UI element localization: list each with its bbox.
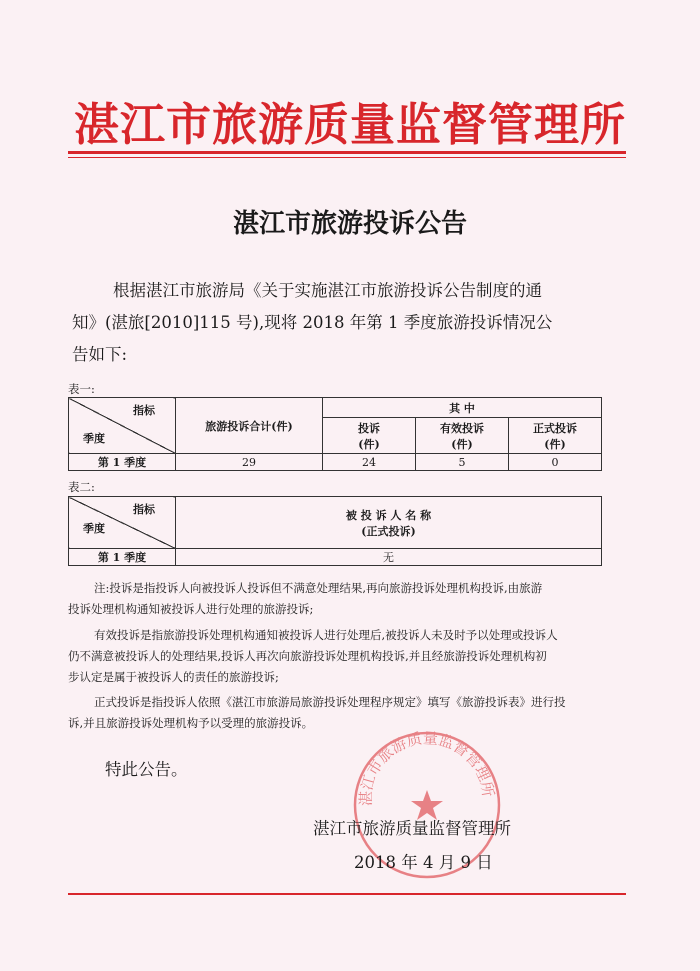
- table2-diag-bottom: 季度: [83, 522, 105, 535]
- letterhead-title: 湛江市旅游质量监督管理所: [73, 98, 626, 151]
- table1-row-complaints: 24: [323, 454, 416, 471]
- table1-row-formal: 0: [509, 454, 602, 471]
- notice-title: 湛江市旅游投诉公告: [232, 209, 467, 239]
- table1-row-valid: 5: [416, 454, 509, 471]
- table1-diagonal-header: [69, 398, 176, 454]
- table1-label: 表一:: [68, 382, 95, 396]
- note-2-line-1: 有效投诉是指旅游投诉处理机构通知被投诉人进行处理后,被投诉人未及时予以处理或投诉人: [94, 628, 558, 642]
- footer-rule: [68, 893, 626, 895]
- formal-complaint-table: [68, 496, 602, 566]
- table1-sub-valid: 有效投诉 (件): [416, 418, 509, 454]
- note-2-line-2: 仍不满意被投诉人的处理结果,投诉人再次向旅游投诉处理机构投诉,并且经旅游投诉处理机构初: [68, 649, 547, 663]
- table2-row-value: 无: [176, 549, 602, 566]
- note-2-line-3: 步认定是属于被投诉人的责任的旅游投诉;: [68, 670, 279, 684]
- table2-label: 表二:: [68, 480, 95, 494]
- closing-text: 特此公告。: [105, 760, 188, 779]
- intro-line-1: 根据湛江市旅游局《关于实施湛江市旅游投诉公告制度的通: [113, 281, 542, 300]
- table1-row-label: 第 1 季度: [69, 454, 176, 471]
- table1-diag-bottom: 季度: [83, 432, 105, 445]
- complaint-stats-table: [68, 397, 602, 471]
- signature-org: 湛江市旅游质量监督管理所: [313, 819, 511, 838]
- table1-diag-top: 指标: [133, 404, 155, 417]
- note-3-line-2: 诉,并且旅游投诉处理机构予以受理的旅游投诉。: [68, 716, 314, 730]
- table2-header-line1: 被 投 诉 人 名 称: [345, 508, 432, 522]
- intro-line-3: 告如下:: [72, 345, 128, 364]
- table2-header: [176, 497, 602, 549]
- seal-text: 湛江市旅游质量监督管理所: [356, 730, 498, 807]
- intro-line-2: 知》(湛旅[2010]115 号),现将 2018 年第 1 季度旅游投诉情况公: [72, 313, 553, 332]
- table1-group-header: 其 中: [323, 398, 602, 418]
- table1-total-header: 旅游投诉合计(件): [176, 398, 323, 454]
- header-rule-thin: [68, 157, 626, 158]
- note-1-line-1: 注:投诉是指投诉人向被投诉人投诉但不满意处理结果,再向旅游投诉处理机构投诉,由旅游: [94, 581, 543, 595]
- table2-diag-top: 指标: [133, 503, 155, 516]
- note-1-line-2: 投诉处理机构通知被投诉人进行处理的旅游投诉;: [68, 602, 314, 616]
- note-3-line-1: 正式投诉是指投诉人依照《湛江市旅游局旅游投诉处理程序规定》填写《旅游投诉表》进行投: [94, 695, 566, 709]
- table1-sub-complaints: 投诉 (件): [323, 418, 416, 454]
- table1-row-total: 29: [176, 454, 323, 471]
- signature-date: 2018 年 4 月 9 日: [354, 853, 493, 872]
- table1-sub-formal: 正式投诉 (件): [509, 418, 602, 454]
- table2-diagonal-header: [69, 497, 176, 549]
- table2-row-label: 第 1 季度: [69, 549, 176, 566]
- header-rule-thick: [68, 151, 626, 154]
- table2-header-line2: (正式投诉): [361, 524, 416, 538]
